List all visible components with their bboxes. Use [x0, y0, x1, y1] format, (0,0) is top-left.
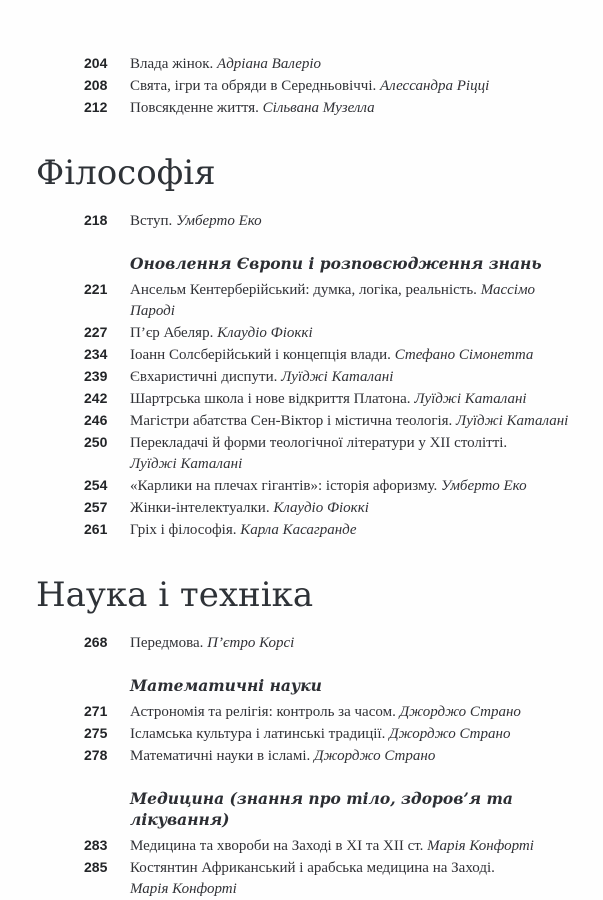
entry-author: Луїджі Каталані: [414, 391, 527, 407]
entry-author: Алессандра Ріцці: [380, 78, 490, 94]
entry-title: Математичні науки в ісламі.: [130, 748, 311, 764]
entry-text: [130, 858, 495, 900]
mathematics-subsection-entries: [84, 701, 575, 767]
entry-title: Костянтин Африканський і арабська медицина на Заході.: [130, 860, 495, 876]
entry-author: Карла Касагранде: [240, 522, 357, 538]
entry-author: Марія Конфорті: [427, 838, 534, 854]
entry-title: Іоанн Солсберійський і концепція влади.: [130, 347, 391, 363]
toc-entry: [84, 410, 575, 432]
entry-page-number: 254: [84, 477, 108, 493]
entry-title: Медицина та хвороби на Заході в XI та XII ст.: [130, 838, 424, 854]
toc-entry: [84, 497, 575, 519]
entry-text: [130, 98, 375, 119]
entry-text: [130, 476, 527, 497]
entry-author: Луїджі Каталані: [456, 413, 569, 429]
entry-text: [130, 746, 435, 767]
entry-text: [130, 433, 507, 475]
entry-author: Сільвана Музелла: [262, 100, 375, 116]
entry-page-number: 239: [84, 368, 108, 384]
section-heading-science-and-technology: Наука і техніка: [36, 575, 314, 615]
entry-title: Свята, ігри та обряди в Середньовіччі.: [130, 78, 377, 94]
entry-author: Джорджо Страно: [399, 704, 521, 720]
leading-entries-block: [84, 53, 575, 119]
philosophy-subsection-entries: [84, 279, 575, 541]
entry-page-number: 212: [84, 99, 108, 115]
entry-text: [130, 211, 262, 232]
entry-title: Повсякденне життя.: [130, 100, 259, 116]
entry-title: Вступ.: [130, 213, 173, 229]
entry-author: Стефано Сімонетта: [394, 347, 534, 363]
entry-title: «Карлики на плечах гігантів»: історія афоризму.: [130, 478, 438, 494]
toc-entry: [84, 701, 575, 723]
entry-page-number: 221: [84, 281, 108, 297]
subsection-heading-medicine: Медицина (знання про тіло, здоров’я та лікування): [130, 789, 513, 829]
entry-title: Астрономія та релігія: контроль за часом.: [130, 704, 396, 720]
entry-author: Луїджі Каталані: [281, 369, 394, 385]
entry-author: Массімо Пароді: [130, 282, 536, 319]
entry-text: [130, 411, 568, 432]
entry-title: П’єр Абеляр.: [130, 325, 214, 341]
toc-entry: [84, 475, 575, 497]
toc-entry: [84, 388, 575, 410]
entry-title: Передмова.: [130, 635, 204, 651]
section-heading-philosophy: Філософія: [36, 153, 216, 193]
toc-entry: [84, 53, 575, 75]
entry-text: [130, 345, 533, 366]
entry-text: [130, 836, 534, 857]
entry-title: Перекладачі й форми теологічної літератури у XII столітті.: [130, 435, 508, 451]
entry-title: Ансельм Кентерберійський: думка, логіка, реальність.: [130, 282, 477, 298]
entry-page-number: 250: [84, 434, 108, 450]
entry-author: Клаудіо Фіоккі: [217, 325, 313, 341]
entry-text: [130, 702, 521, 723]
entry-page-number: 271: [84, 703, 108, 719]
entry-page-number: 246: [84, 412, 108, 428]
entry-title: Жінки-інтелектуалки.: [130, 500, 270, 516]
entry-page-number: 227: [84, 324, 108, 340]
toc-entry: [84, 723, 575, 745]
toc-entry: [84, 432, 575, 475]
science-intro-entries: [84, 632, 575, 654]
entry-page-number: 285: [84, 859, 108, 875]
entry-title: Шартрська школа і нове відкриття Платона.: [130, 391, 411, 407]
entry-author: Луїджі Каталані: [130, 456, 243, 472]
toc-entry: [84, 97, 575, 119]
entry-text: [130, 280, 575, 322]
toc-entry: [84, 344, 575, 366]
entry-page-number: 208: [84, 77, 108, 93]
entry-text: [130, 54, 321, 75]
entry-page-number: 242: [84, 390, 108, 406]
toc-entry: [84, 210, 575, 232]
entry-title: Гріх і філософія.: [130, 522, 237, 538]
entry-title: Євхаристичні диспути.: [130, 369, 278, 385]
toc-entry: [84, 745, 575, 767]
entry-text: [130, 76, 489, 97]
entry-author: Адріана Валеріо: [217, 56, 322, 72]
philosophy-intro-entries: [84, 210, 575, 232]
entry-text: [130, 520, 357, 541]
toc-entry: [84, 75, 575, 97]
entry-page-number: 268: [84, 634, 108, 650]
entry-page-number: 257: [84, 499, 108, 515]
entry-author: Джорджо Страно: [314, 748, 436, 764]
entry-author: Марія Конфорті: [130, 881, 237, 897]
entry-title: Магістри абатства Сен-Віктор і містична теологія.: [130, 413, 453, 429]
entry-page-number: 234: [84, 346, 108, 362]
medicine-subsection-entries: [84, 835, 575, 900]
subsection-heading-renewal-of-europe: Оновлення Європи і розповсюдження знань: [130, 254, 542, 273]
toc-entry: [84, 632, 575, 654]
entry-text: [130, 498, 369, 519]
entry-page-number: 261: [84, 521, 108, 537]
toc-entry: [84, 835, 575, 857]
entry-text: [130, 724, 510, 745]
entry-author: Клаудіо Фіоккі: [273, 500, 369, 516]
entry-text: [130, 367, 393, 388]
entry-author: Умберто Еко: [441, 478, 527, 494]
toc-entry: [84, 519, 575, 541]
entry-page-number: 283: [84, 837, 108, 853]
entry-author: Умберто Еко: [176, 213, 262, 229]
toc-entry: [84, 322, 575, 344]
entry-title: Влада жінок.: [130, 56, 214, 72]
entry-author: П’єтро Корсі: [207, 635, 295, 651]
toc-entry: [84, 366, 575, 388]
entry-page-number: 218: [84, 212, 108, 228]
entry-text: [130, 323, 313, 344]
toc-entry: [84, 279, 575, 322]
entry-page-number: 204: [84, 55, 108, 71]
entry-title: Ісламська культура і латинські традиції.: [130, 726, 386, 742]
entry-author: Джорджо Страно: [389, 726, 511, 742]
subsection-heading-mathematical-sciences: Математичні науки: [130, 676, 322, 695]
entry-text: [130, 633, 294, 654]
entry-page-number: 275: [84, 725, 108, 741]
entry-page-number: 278: [84, 747, 108, 763]
entry-text: [130, 389, 527, 410]
toc-entry: [84, 857, 575, 900]
